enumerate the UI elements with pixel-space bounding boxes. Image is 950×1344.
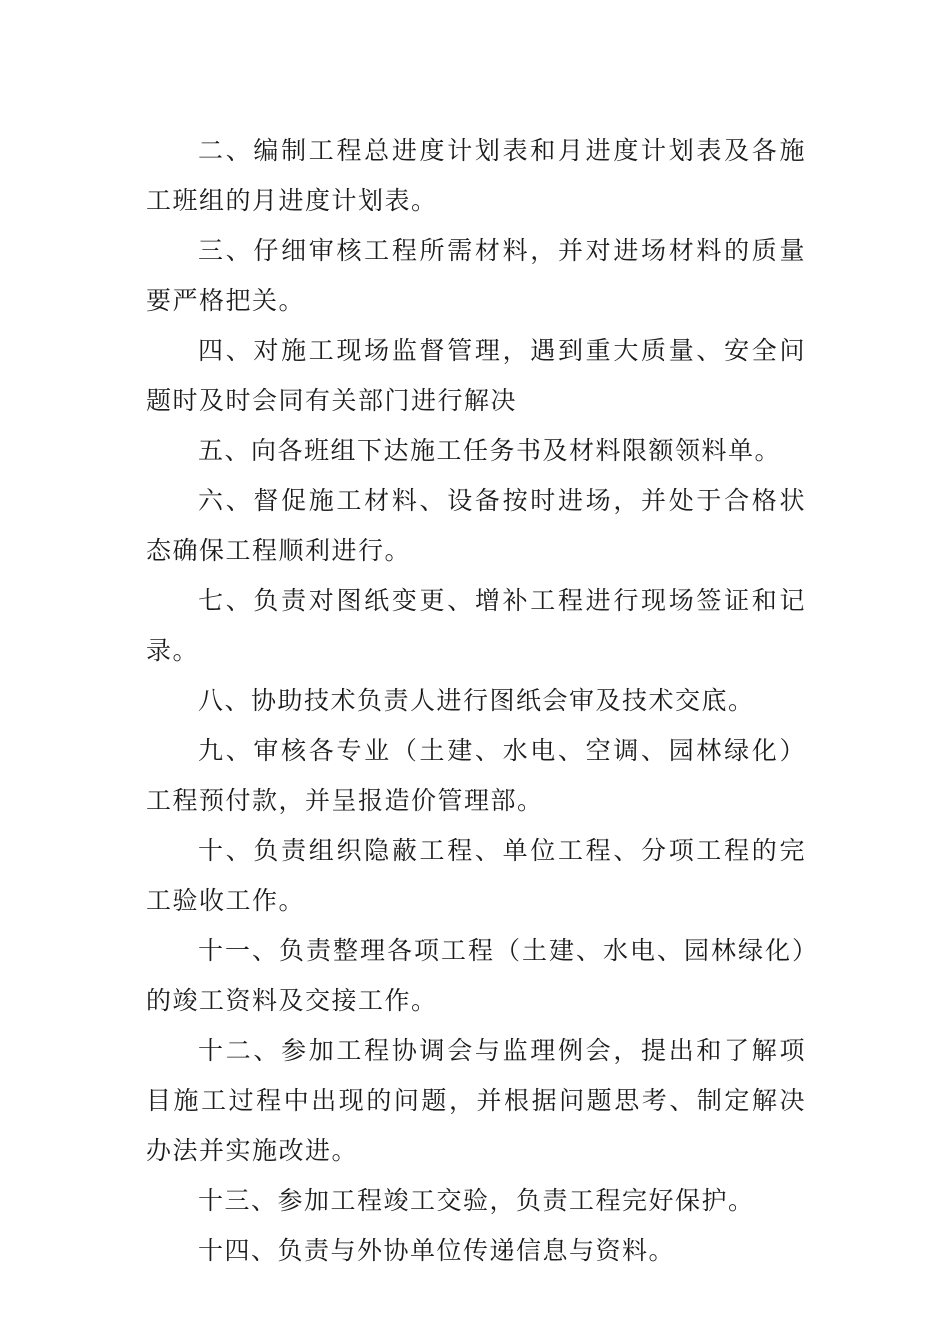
- duty-item-4: 四、对施工现场监督管理，遇到重大质量、安全问题时及时会同有关部门进行解决: [146, 336, 806, 415]
- duty-item-14: 十四、负责与外协单位传递信息与资料。: [198, 1236, 676, 1265]
- duty-item-9: 九、审核各专业（土建、水电、空调、园林绿化）工程预付款，并呈报造价管理部。: [146, 736, 806, 815]
- duty-item-13: 十三、参加工程竣工交验，负责工程完好保护。: [198, 1186, 755, 1215]
- duty-item-6: 六、督促施工材料、设备按时进场，并处于合格状态确保工程顺利进行。: [146, 486, 806, 565]
- duty-item-11: 十一、负责整理各项工程（土建、水电、园林绿化）的竣工资料及交接工作。: [146, 936, 806, 1015]
- duty-item-10: 十、负责组织隐蔽工程、单位工程、分项工程的完工验收工作。: [146, 836, 806, 915]
- duty-item-5: 五、向各班组下达施工任务书及材料限额领料单。: [198, 436, 782, 465]
- duty-item-12: 十二、参加工程协调会与监理例会，提出和了解项目施工过程中出现的问题，并根据问题思考、制定解决办法并实施改进。: [146, 1036, 806, 1165]
- document-body: [146, 126, 806, 1276]
- duty-item-8: 八、协助技术负责人进行图纸会审及技术交底。: [198, 686, 755, 715]
- duty-item-7: 七、负责对图纸变更、增补工程进行现场签证和记录。: [146, 586, 806, 665]
- duty-item-2: 二、编制工程总进度计划表和月进度计划表及各施工班组的月进度计划表。: [146, 136, 806, 215]
- duty-item-3: 三、仔细审核工程所需材料，并对进场材料的质量要严格把关。: [146, 236, 806, 315]
